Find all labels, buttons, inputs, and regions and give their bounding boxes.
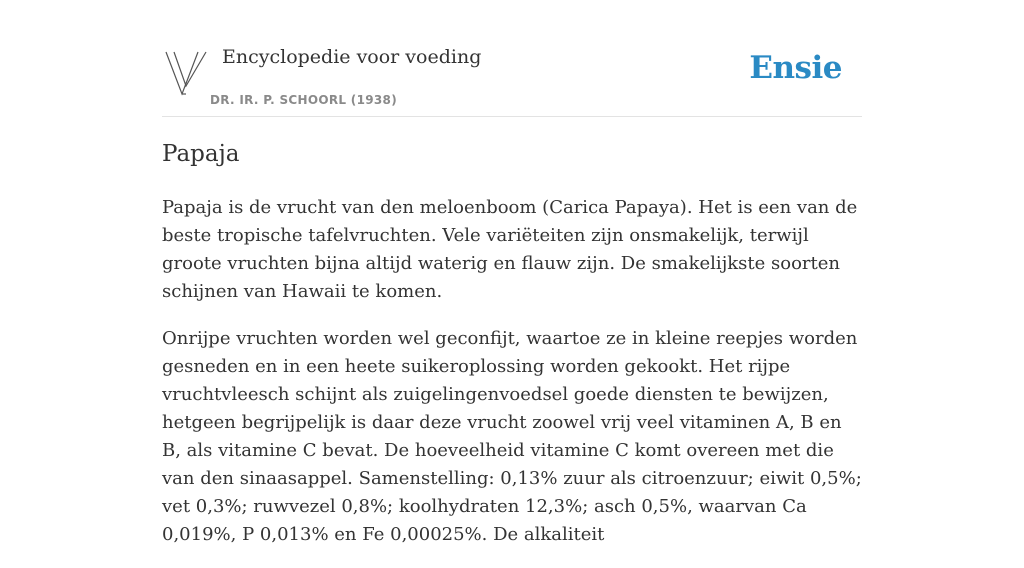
author-label: DR. IR. P. SCHOORL (1938) [210,93,397,107]
header [162,40,862,117]
article-paragraph: Onrijpe vruchten worden wel geconfijt, waartoe ze in kleine reepjes worden gesneden en in een heete suikeroplossing worden gekookt. Het rijpe vruchtvleesch schijnt als zuigelingenvoedsel goede diensten te bewijzen, hetgeen begrijpelijk is daar deze vrucht zoowel vrij veel vitaminen A, B en B, als vitamine C bevat. De hoeveelheid vitamine C komt overeen met die van den sinaasappel. Samenstelling: 0,13% zuur als citroenzuur; eiwit 0,5%; vet 0,3%; ruwvezel 0,8%; koolhydraten 12,3%; asch 0,5%, waarvan Ca 0,019%, P 0,013% en Fe 0,00025%. De alkaliteit [162,328,862,545]
v-logo-icon [164,48,208,98]
brand-logo-link[interactable]: Ensie [749,50,842,86]
book-title[interactable]: Encyclopedie voor voeding [222,46,482,68]
article [162,138,862,568]
article-title: Papaja [162,141,240,167]
article-paragraph: Papaja is de vrucht van den meloenboom (Carica Papaya). Het is een van de beste tropische tafelvruchten. Vele variëteiten zijn onsmakelijk, terwijl groote vruchten bijna altijd waterig en flauw zijn. De smakelijkste soorten schijnen van Hawaii te komen. [162,197,858,302]
